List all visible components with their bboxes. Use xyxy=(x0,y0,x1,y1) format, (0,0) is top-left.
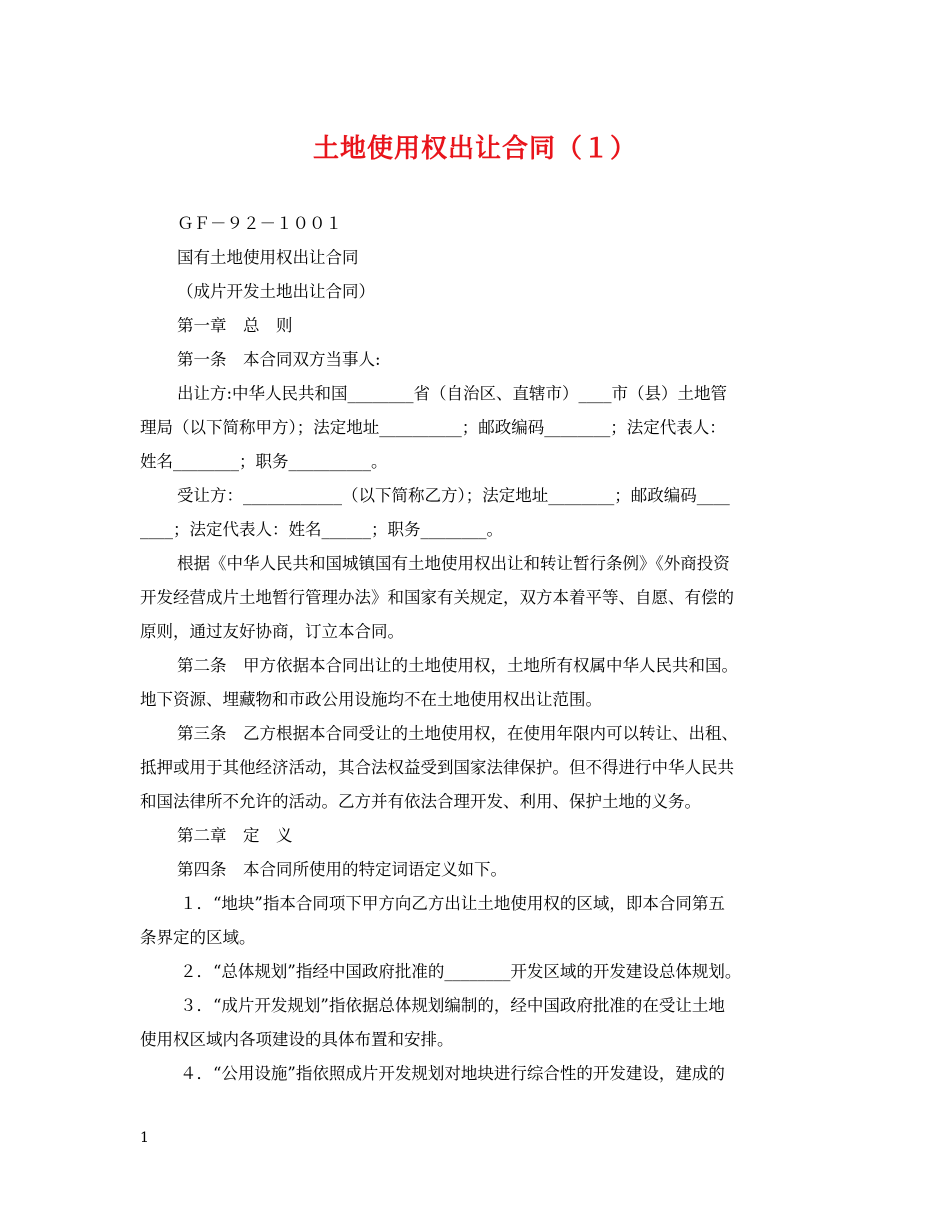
chapter-heading: 第一章 总 则 xyxy=(177,316,293,335)
paragraph-line: 受让方：____________（以下简称乙方）；法定地址________；邮政编码____ xyxy=(177,486,730,505)
page-number: 1 xyxy=(140,1130,149,1146)
paragraph-line: 原则，通过友好协商，订立本合同。 xyxy=(140,622,404,641)
paragraph-line: 条界定的区域。 xyxy=(140,928,256,947)
article-line: 第一条 本合同双方当事人: xyxy=(177,350,381,369)
contract-subtitle-line: （成片开发土地出让合同） xyxy=(177,282,375,301)
paragraph-line: 开发经营成片土地暂行管理办法》和国家有关规定，双方本着平等、自愿、有偿的 xyxy=(140,588,734,607)
article-line: 第三条 乙方根据本合同受让的土地使用权，在使用年限内可以转让、出租、 xyxy=(177,724,738,743)
paragraph-line: 根据《中华人民共和国城镇国有土地使用权出让和转让暂行条例》《外商投资 xyxy=(177,554,730,573)
paragraph-line: 地下资源、埋藏物和市政公用设施均不在土地使用权出让范围。 xyxy=(140,690,602,709)
paragraph-line: 姓名________；职务__________。 xyxy=(140,452,388,471)
definition-item: ４．“公用设施”指依照成片开发规划对地块进行综合性的开发建设，建成的 xyxy=(180,1064,725,1083)
paragraph-line: ____；法定代表人：姓名______；职务________。 xyxy=(140,520,503,539)
definition-item: ２．“总体规划”指经中国政府批准的________开发区域的开发建设总体规划。 xyxy=(180,962,742,981)
article-line: 第二条 甲方依据本合同出让的土地使用权，土地所有权属中华人民共和国。 xyxy=(177,656,738,675)
document-body xyxy=(140,207,818,1091)
document-title: 土地使用权出让合同（１） xyxy=(312,134,637,164)
paragraph-line: 使用权区域内各项建设的具体布置和安排。 xyxy=(140,1030,454,1049)
paragraph-line: 和国法律所不允许的活动。乙方并有依法合理开发、利用、保护土地的义务。 xyxy=(140,792,701,811)
definition-item: １．“地块”指本合同项下甲方向乙方出让土地使用权的区域，即本合同第五 xyxy=(180,894,725,913)
chapter-heading: 第二章 定 义 xyxy=(177,826,293,845)
definition-item: ３．“成片开发规划”指依据总体规划编制的，经中国政府批准的在受让土地 xyxy=(180,996,725,1015)
article-line: 第四条 本合同所使用的特定词语定义如下。 xyxy=(177,860,507,879)
doc-code-line: ＧＦ－９２－１００１ xyxy=(177,214,342,233)
paragraph-line: 出让方:中华人民共和国________省（自治区、直辖市）____市（县）土地管 xyxy=(177,384,728,403)
paragraph-line: 抵押或用于其他经济活动，其合法权益受到国家法律保护。但不得进行中华人民共 xyxy=(140,758,734,777)
paragraph-line: 理局（以下简称甲方）；法定地址__________；邮政编码________；法定代表人： xyxy=(140,418,726,437)
contract-name-line: 国有土地使用权出让合同 xyxy=(177,248,359,267)
